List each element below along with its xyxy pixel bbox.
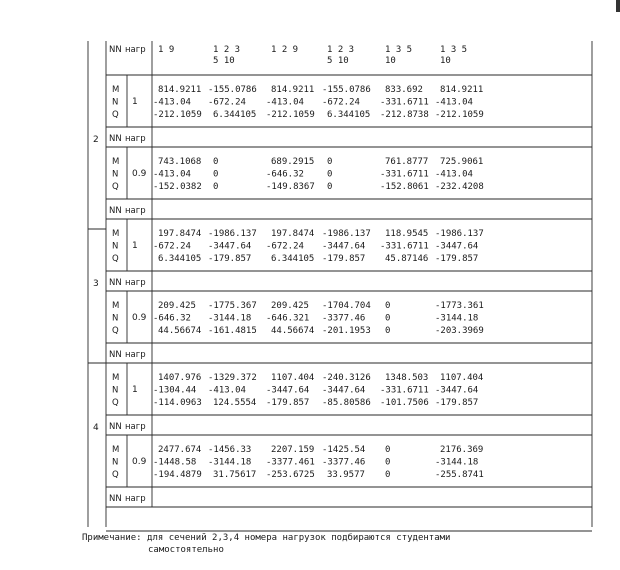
- section-2-nn-strip-b-nagr-label: нагр: [125, 206, 146, 216]
- section-2-block-a-value-r2-c3: -646.32: [266, 169, 304, 180]
- section-2-block-a-value-r3-c1: -152.0382: [153, 182, 202, 192]
- header-combination-4: 1 2 3: [327, 45, 355, 55]
- section-1-block-label-Q: Q: [112, 110, 119, 120]
- header-combination-5: 1 3 5: [385, 45, 413, 55]
- section-3-block-a-value-r1-c3: 209.425: [271, 301, 309, 311]
- section-3-block-b-value-r3-c6: -179.857: [435, 398, 479, 408]
- section-4-block-value-r1-c6: 2176.369: [440, 445, 484, 455]
- section-3-nn-strip-nn-label: NN: [109, 278, 122, 288]
- section-2-block-b-value-r2-c2: -3447.64: [208, 241, 252, 252]
- section-2-block-b-value-r1-c1: 197.8474: [158, 229, 202, 239]
- section-3-block-b-value-r2-c6: -3447.64: [435, 385, 479, 396]
- section-1-block-value-r2-c1: -413.04: [153, 97, 191, 108]
- section-2-nn-strip-nn-label: NN: [109, 134, 122, 144]
- section-2-block-a-value-r2-c6: -413.04: [435, 169, 473, 180]
- section-3-block-b-value-r3-c3: -179.857: [266, 398, 310, 408]
- section-2-id: 2: [93, 135, 99, 145]
- section-1-block-value-r3-c6: -212.1059: [435, 110, 484, 120]
- header-combination-6: 1 3 5: [440, 45, 468, 55]
- section-4-block-value-r3-c6: -255.8741: [435, 470, 484, 480]
- section-2-block-b-label-Q: Q: [112, 254, 119, 264]
- section-2-block-b-coef: 1: [132, 241, 138, 251]
- section-2-block-b-value-r3-c4: -179.857: [322, 254, 366, 264]
- section-3-block-a-value-r1-c2: -1775.367: [208, 301, 257, 311]
- section-4-block-value-r3-c4: 33.9577: [327, 470, 365, 480]
- section-4-nn-strip-nagr-label: нагр: [125, 422, 146, 432]
- section-1-block-value-r3-c4: 6.344105: [327, 110, 371, 120]
- header-combination-3: 1 2 9: [271, 45, 299, 55]
- section-2-block-b-value-r1-c4: -1986.137: [322, 229, 371, 239]
- section-4-block-value-r2-c6: -3144.18: [435, 457, 479, 468]
- section-3-nn-strip-b-nn-label: NN: [109, 350, 122, 360]
- header-combination-6-line2: 10: [440, 56, 451, 66]
- section-2-block-a-coef: 0.9: [132, 169, 147, 179]
- section-3-block-b-value-r2-c5: -331.6711: [380, 385, 429, 396]
- section-1-block-value-r3-c3: -212.1059: [266, 110, 315, 120]
- section-2-block-b-label-N: N: [112, 241, 119, 252]
- section-3-block-b-value-r1-c6: 1107.404: [440, 373, 484, 383]
- header-combination-1: 1 9: [158, 45, 175, 55]
- section-2-block-b-value-r2-c6: -3447.64: [435, 241, 479, 252]
- section-3-nn-strip-nagr-label: нагр: [125, 278, 146, 288]
- section-1-block-label-M: M: [112, 85, 120, 95]
- section-4-block-value-r3-c1: -194.4879: [153, 470, 202, 480]
- section-1-block-value-r1-c1: 814.9211: [158, 85, 202, 95]
- section-4-block-value-r2-c2: -3144.18: [208, 457, 252, 468]
- section-1-block-value-r2-c2: -672.24: [208, 97, 246, 108]
- section-3-block-a-value-r3-c4: -201.1953: [322, 326, 371, 336]
- section-1-block-value-r2-c4: -672.24: [322, 97, 360, 108]
- section-2-block-b-value-r1-c2: -1986.137: [208, 229, 257, 239]
- section-2-block-a-value-r1-c2: 0: [213, 157, 219, 167]
- section-4-block-value-r1-c1: 2477.674: [158, 445, 202, 455]
- section-1-block-value-r3-c1: -212.1059: [153, 110, 202, 120]
- section-3-block-a-value-r2-c6: -3144.18: [435, 313, 479, 324]
- section-2-block-a-label-N: N: [112, 169, 119, 180]
- section-2-block-a-value-r3-c5: -152.8061: [380, 182, 429, 192]
- section-2-block-a-value-r2-c2: 0: [213, 169, 219, 180]
- section-3-block-b-value-r1-c4: -240.3126: [322, 373, 371, 383]
- section-1-block-value-r3-c2: 6.344105: [213, 110, 257, 120]
- section-3-block-b-value-r2-c2: -413.04: [208, 385, 246, 396]
- section-3-block-b-coef: 1: [132, 385, 138, 395]
- section-2-block-b-value-r2-c4: -3447.64: [322, 241, 366, 252]
- section-2-block-b-value-r3-c6: -179.857: [435, 254, 479, 264]
- section-4-block-value-r3-c2: 31.75617: [213, 470, 257, 480]
- section-1-block-coef: 1: [132, 97, 138, 107]
- section-2-block-a-value-r2-c1: -413.04: [153, 169, 191, 180]
- section-1-block-value-r1-c6: 814.9211: [440, 85, 484, 95]
- header-combination-4-line2: 5 10: [327, 56, 349, 66]
- section-3-id: 3: [93, 279, 99, 289]
- section-1-block-value-r2-c3: -413.04: [266, 97, 304, 108]
- section-3-block-a-value-r1-c4: -1704.704: [322, 301, 371, 311]
- section-2-block-b-value-r3-c1: 6.344105: [158, 254, 202, 264]
- section-2-block-b-value-r3-c5: 45.87146: [385, 254, 429, 264]
- section-2-block-b-value-r1-c3: 197.8474: [271, 229, 315, 239]
- header-nagr-label: нагр: [125, 45, 146, 55]
- section-2-block-b-value-r2-c1: -672.24: [153, 241, 191, 252]
- section-4-block-value-r1-c3: 2207.159: [271, 445, 315, 455]
- section-4-block-value-r3-c3: -253.6725: [266, 470, 315, 480]
- section-3-block-a-value-r2-c4: -3377.46: [322, 313, 366, 324]
- section-3-block-a-value-r1-c1: 209.425: [158, 301, 196, 311]
- section-3-block-b-value-r1-c1: 1407.976: [158, 373, 202, 383]
- section-3-block-a-value-r3-c5: 0: [385, 326, 391, 336]
- section-1-block-value-r1-c2: -155.0786: [208, 85, 257, 95]
- footnote-line-1: Примечание: для сечений 2,3,4 номера нагрузок подбираются студентами: [82, 533, 451, 543]
- section-3-block-a-label-Q: Q: [112, 326, 119, 336]
- section-4-id: 4: [93, 423, 99, 433]
- section-2-block-a-label-Q: Q: [112, 182, 119, 192]
- section-4-block-value-r1-c5: 0: [385, 445, 391, 455]
- section-4-nn-strip-nn-label: NN: [109, 422, 122, 432]
- section-3-block-b-value-r2-c1: -1304.44: [153, 385, 197, 396]
- section-2-block-a-value-r1-c3: 689.2915: [271, 157, 315, 167]
- section-3-block-a-coef: 0.9: [132, 313, 147, 323]
- section-3-block-a-label-M: M: [112, 301, 120, 311]
- section-3-block-a-value-r2-c5: 0: [385, 313, 391, 324]
- section-2-block-a-value-r1-c1: 743.1068: [158, 157, 202, 167]
- header-combination-2-line2: 5 10: [213, 56, 235, 66]
- section-3-block-b-value-r1-c2: -1329.372: [208, 373, 257, 383]
- section-3-block-a-value-r1-c5: 0: [385, 301, 391, 311]
- section-3-block-a-value-r3-c1: 44.56674: [158, 326, 202, 336]
- section-2-nn-strip-b-nn-label: NN: [109, 206, 122, 216]
- section-3-block-b-value-r3-c4: -85.80586: [322, 398, 371, 408]
- section-3-block-b-value-r3-c1: -114.0963: [153, 398, 202, 408]
- section-2-block-b-value-r3-c2: -179.857: [208, 254, 252, 264]
- section-4-block-value-r2-c5: 0: [385, 457, 391, 468]
- header-combination-5-line2: 10: [385, 56, 396, 66]
- section-1-block-value-r2-c6: -413.04: [435, 97, 473, 108]
- section-1-block-value-r1-c4: -155.0786: [322, 85, 371, 95]
- section-2-block-b-value-r1-c6: -1986.137: [435, 229, 484, 239]
- section-3-block-b-value-r2-c4: -3447.64: [322, 385, 366, 396]
- section-2-block-a-value-r3-c6: -232.4208: [435, 182, 484, 192]
- section-3-block-a-value-r3-c6: -203.3969: [435, 326, 484, 336]
- section-3-block-b-value-r1-c5: 1348.503: [385, 373, 429, 383]
- section-4-nn-strip-b-nn-label: NN: [109, 494, 122, 504]
- section-4-nn-strip-b-nagr-label: нагр: [125, 494, 146, 504]
- section-1-block-value-r1-c3: 814.9211: [271, 85, 315, 95]
- section-1-block-value-r1-c5: 833.692: [385, 85, 423, 95]
- header-nn-label: NN: [109, 45, 122, 55]
- section-2-block-a-value-r3-c3: -149.8367: [266, 182, 315, 192]
- section-3-block-a-value-r3-c3: 44.56674: [271, 326, 315, 336]
- section-2-block-a-value-r3-c2: 0: [213, 182, 219, 192]
- section-3-block-b-label-M: M: [112, 373, 120, 383]
- section-4-block-value-r1-c2: -1456.33: [208, 445, 252, 455]
- section-3-block-a-value-r1-c6: -1773.361: [435, 301, 484, 311]
- header-combination-2: 1 2 3: [213, 45, 241, 55]
- section-2-nn-strip-nagr-label: нагр: [125, 134, 146, 144]
- section-3-block-b-value-r2-c3: -3447.64: [266, 385, 310, 396]
- section-4-block-value-r3-c5: 0: [385, 470, 391, 480]
- section-2-block-b-value-r3-c3: 6.344105: [271, 254, 315, 264]
- section-3-block-b-value-r3-c5: -101.7506: [380, 398, 429, 408]
- section-2-block-b-value-r1-c5: 118.9545: [385, 229, 429, 239]
- section-3-block-b-label-N: N: [112, 385, 119, 396]
- footnote: [82, 532, 450, 556]
- footnote-line-2: самостоятельно: [148, 545, 224, 555]
- section-4-block-value-r1-c4: -1425.54: [322, 445, 366, 455]
- section-3-block-a-value-r3-c2: -161.4815: [208, 326, 257, 336]
- section-2-block-b-value-r2-c5: -331.6711: [380, 241, 429, 252]
- section-3-block-a-value-r2-c3: -646.321: [266, 313, 310, 324]
- section-3-block-b-label-Q: Q: [112, 398, 119, 408]
- section-4-block-label-N: N: [112, 457, 119, 468]
- section-4-block-label-Q: Q: [112, 470, 119, 480]
- section-4-block-value-r2-c4: -3377.46: [322, 457, 366, 468]
- section-2-block-b-label-M: M: [112, 229, 120, 239]
- section-4-block-value-r2-c3: -3377.461: [266, 457, 315, 468]
- section-3-block-a-label-N: N: [112, 313, 119, 324]
- section-4-block-coef: 0.9: [132, 457, 147, 467]
- section-2-block-a-value-r1-c6: 725.9061: [440, 157, 484, 167]
- section-3-block-a-value-r2-c2: -3144.18: [208, 313, 252, 324]
- section-2-block-a-value-r2-c4: 0: [327, 169, 333, 180]
- section-2-block-a-value-r1-c5: 761.8777: [385, 157, 429, 167]
- section-2-block-a-value-r2-c5: -331.6711: [380, 169, 429, 180]
- section-1-block-value-r2-c5: -331.6711: [380, 97, 429, 108]
- section-1-block-value-r3-c5: -212.8738: [380, 110, 429, 120]
- section-4-block-label-M: M: [112, 445, 120, 455]
- section-3-block-b-value-r1-c3: 1107.404: [271, 373, 315, 383]
- section-3-block-b-value-r3-c2: 124.5554: [213, 398, 257, 408]
- section-2-block-b-value-r2-c3: -672.24: [266, 241, 304, 252]
- section-1-block-label-N: N: [112, 97, 119, 108]
- section-3-block-a-value-r2-c1: -646.32: [153, 313, 191, 324]
- section-4-block-value-r2-c1: -1448.58: [153, 457, 197, 468]
- section-2-block-a-value-r1-c4: 0: [327, 157, 333, 167]
- section-2-block-a-value-r3-c4: 0: [327, 182, 333, 192]
- section-2-block-a-label-M: M: [112, 157, 120, 167]
- section-3-nn-strip-b-nagr-label: нагр: [125, 350, 146, 360]
